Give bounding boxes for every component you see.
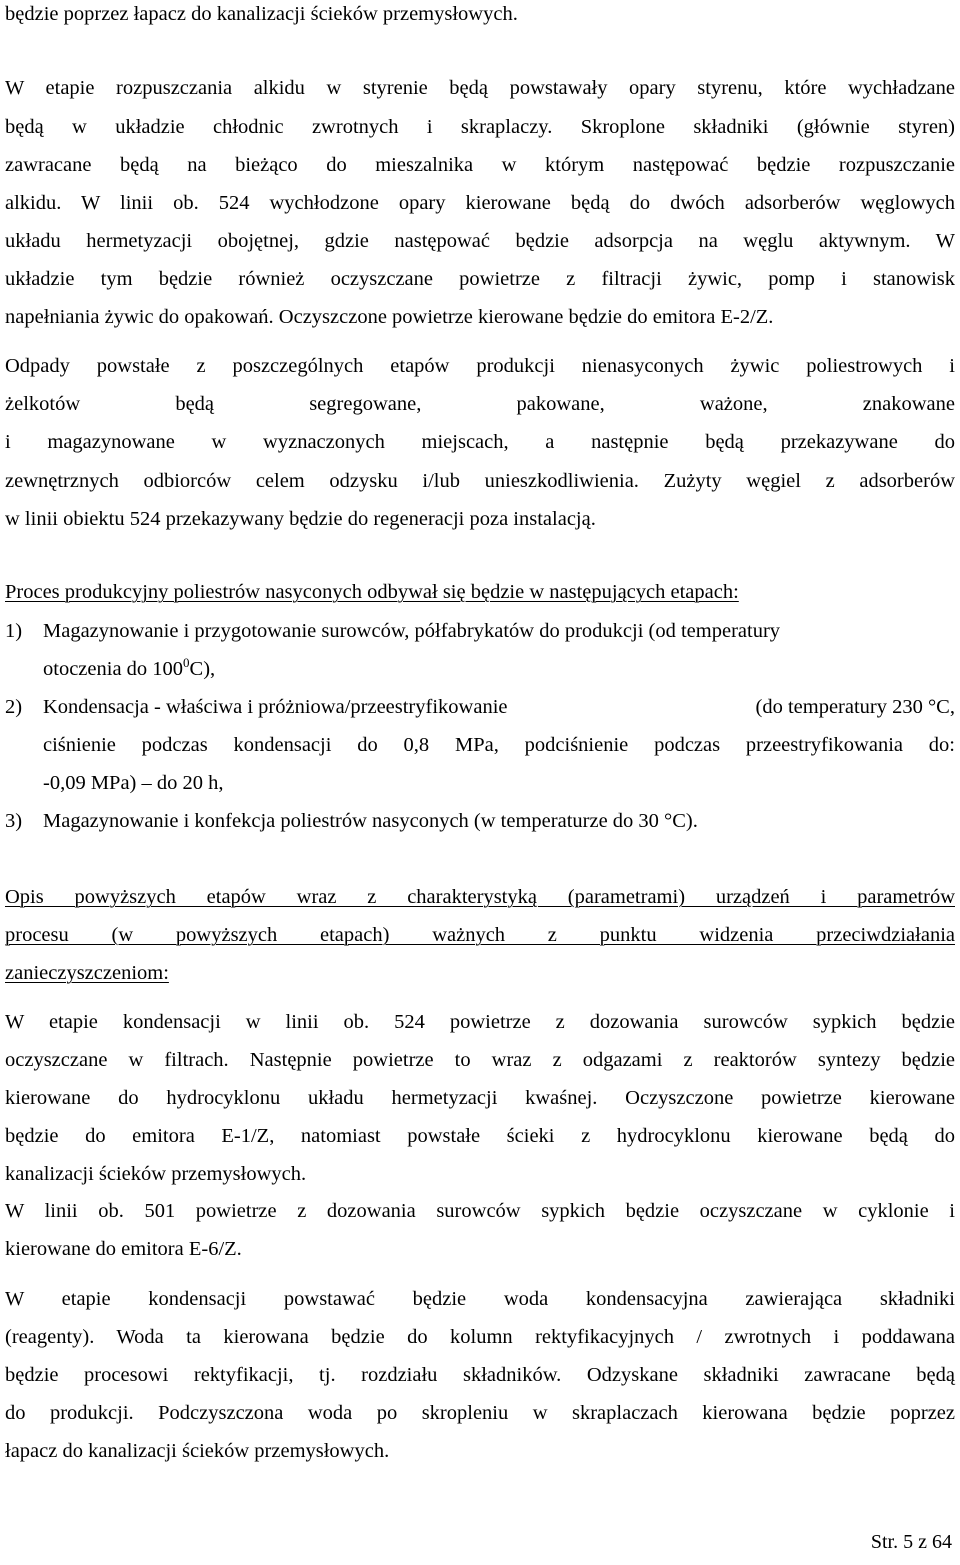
paragraph-line: i magazynowane w wyznaczonych miejscach, a następnie będą przekazywane do	[5, 431, 955, 453]
paragraph-line: kierowane do hydrocyklonu układu hermetyzacji kwaśnej. Oczyszczone powietrze kierowane	[5, 1087, 955, 1109]
superscript: 0	[183, 655, 190, 670]
paragraph-line: zewnętrznych odbiorców celem odzysku i/lub unieszkodliwienia. Zużyty węgiel z adsorberów	[5, 470, 955, 492]
paragraph-line: W etapie kondensacji w linii ob. 524 powietrze z dozowania surowców sypkich będzie	[5, 1011, 955, 1033]
paragraph-line: W etapie rozpuszczania alkidu w styrenie będą powstawały opary styrenu, które wychładzane	[5, 77, 955, 99]
paragraph-line: kierowane do emitora E-6/Z.	[5, 1238, 242, 1260]
paragraph-line: będą w układzie chłodnic zwrotnych i skraplaczy. Skroplone składniki (głównie styren)	[5, 116, 955, 138]
paragraph-line: będzie procesowi rektyfikacji, tj. rozdziału składników. Odzyskane składniki zawracane będą	[5, 1364, 955, 1386]
page-number: Str. 5 z 64	[870, 1531, 952, 1553]
paragraph-line: żelkotów będą segregowane, pakowane, ważone, znakowane	[5, 393, 955, 415]
paragraph-line: (reagenty). Woda ta kierowana będzie do kolumn rektyfikacyjnych / zwrotnych i poddawana	[5, 1326, 955, 1348]
paragraph-line: układzie tym będzie również oczyszczane powietrze z filtracji żywic, pomp i stanowisk	[5, 268, 955, 290]
paragraph-line: Odpady powstałe z poszczególnych etapów produkcji nienasyconych żywic poliestrowych i	[5, 355, 955, 377]
section-heading: Proces produkcyjny poliestrów nasyconych odbywał się będzie w następujących etapach:	[5, 581, 739, 603]
list-item-text: otoczenia do $100^0C$),	[43, 655, 216, 680]
paragraph-line: w linii obiektu 524 przekazywany będzie do regeneracji poza instalacją.	[5, 508, 596, 530]
list-item-text: Kondensacja - właściwa i próżniowa/przeestryfikowanie	[43, 696, 508, 718]
paragraph-line: będzie do emitora E-1/Z, natomiast powstałe ścieki z hydrocyklonu kierowane będą do	[5, 1125, 955, 1147]
list-number: 3)	[5, 810, 23, 832]
paragraph-line: W linii ob. 501 powietrze z dozowania surowców sypkich będzie oczyszczane w cyklonie i	[5, 1200, 955, 1222]
list-item-text: (do temperatury 230 °C,	[755, 696, 955, 718]
list-number: 2)	[5, 696, 23, 718]
paragraph-line: W etapie kondensacji powstawać będzie woda kondensacyjna zawierająca składniki	[5, 1288, 955, 1310]
list-item-text: Magazynowanie i przygotowanie surowców, półfabrykatów do produkcji (od temperatury	[43, 620, 781, 642]
list-number: 1)	[5, 620, 23, 642]
section-heading: Opis powyższych etapów wraz z charakterystyką (parametrami) urządzeń i parametrów	[5, 886, 955, 908]
paragraph-line: kanalizacji ścieków przemysłowych.	[5, 1163, 307, 1185]
paragraph-continuation: będzie poprzez łapacz do kanalizacji ścieków przemysłowych.	[5, 3, 518, 25]
list-item-text: Magazynowanie i konfekcja poliestrów nasyconych (w temperaturze do 30 °C).	[43, 810, 698, 832]
paragraph-line: do produkcji. Podczyszczona woda po skropleniu w skraplaczach kierowana będzie poprzez	[5, 1402, 955, 1424]
paragraph-line: alkidu. W linii ob. 524 wychłodzone opary kierowane będą do dwóch adsorberów węglowych	[5, 192, 955, 214]
paragraph-line: łapacz do kanalizacji ścieków przemysłowych.	[5, 1440, 390, 1462]
paragraph-line: układu hermetyzacji obojętnej, gdzie następować będzie adsorpcja na węglu aktywnym. W	[5, 230, 955, 252]
section-heading: zanieczyszczeniom:	[5, 962, 169, 984]
section-heading: procesu (w powyższych etapach) ważnych z punktu widzenia przeciwdziałania	[5, 924, 955, 946]
paragraph-line: oczyszczane w filtrach. Następnie powietrze to wraz z odgazami z reaktorów syntezy będzie	[5, 1049, 955, 1071]
list-item-text: ciśnienie podczas kondensacji do 0,8 MPa, podciśnienie podczas przeestryfikowania do:	[43, 734, 955, 756]
paragraph-line: zawracane będą na bieżąco do mieszalnika w którym następować będzie rozpuszczanie	[5, 154, 955, 176]
paragraph-line: napełniania żywic do opakowań. Oczyszczone powietrze kierowane będzie do emitora E-2/Z.	[5, 306, 774, 328]
list-item-text: -0,09 MPa) – do 20 h,	[43, 772, 224, 794]
